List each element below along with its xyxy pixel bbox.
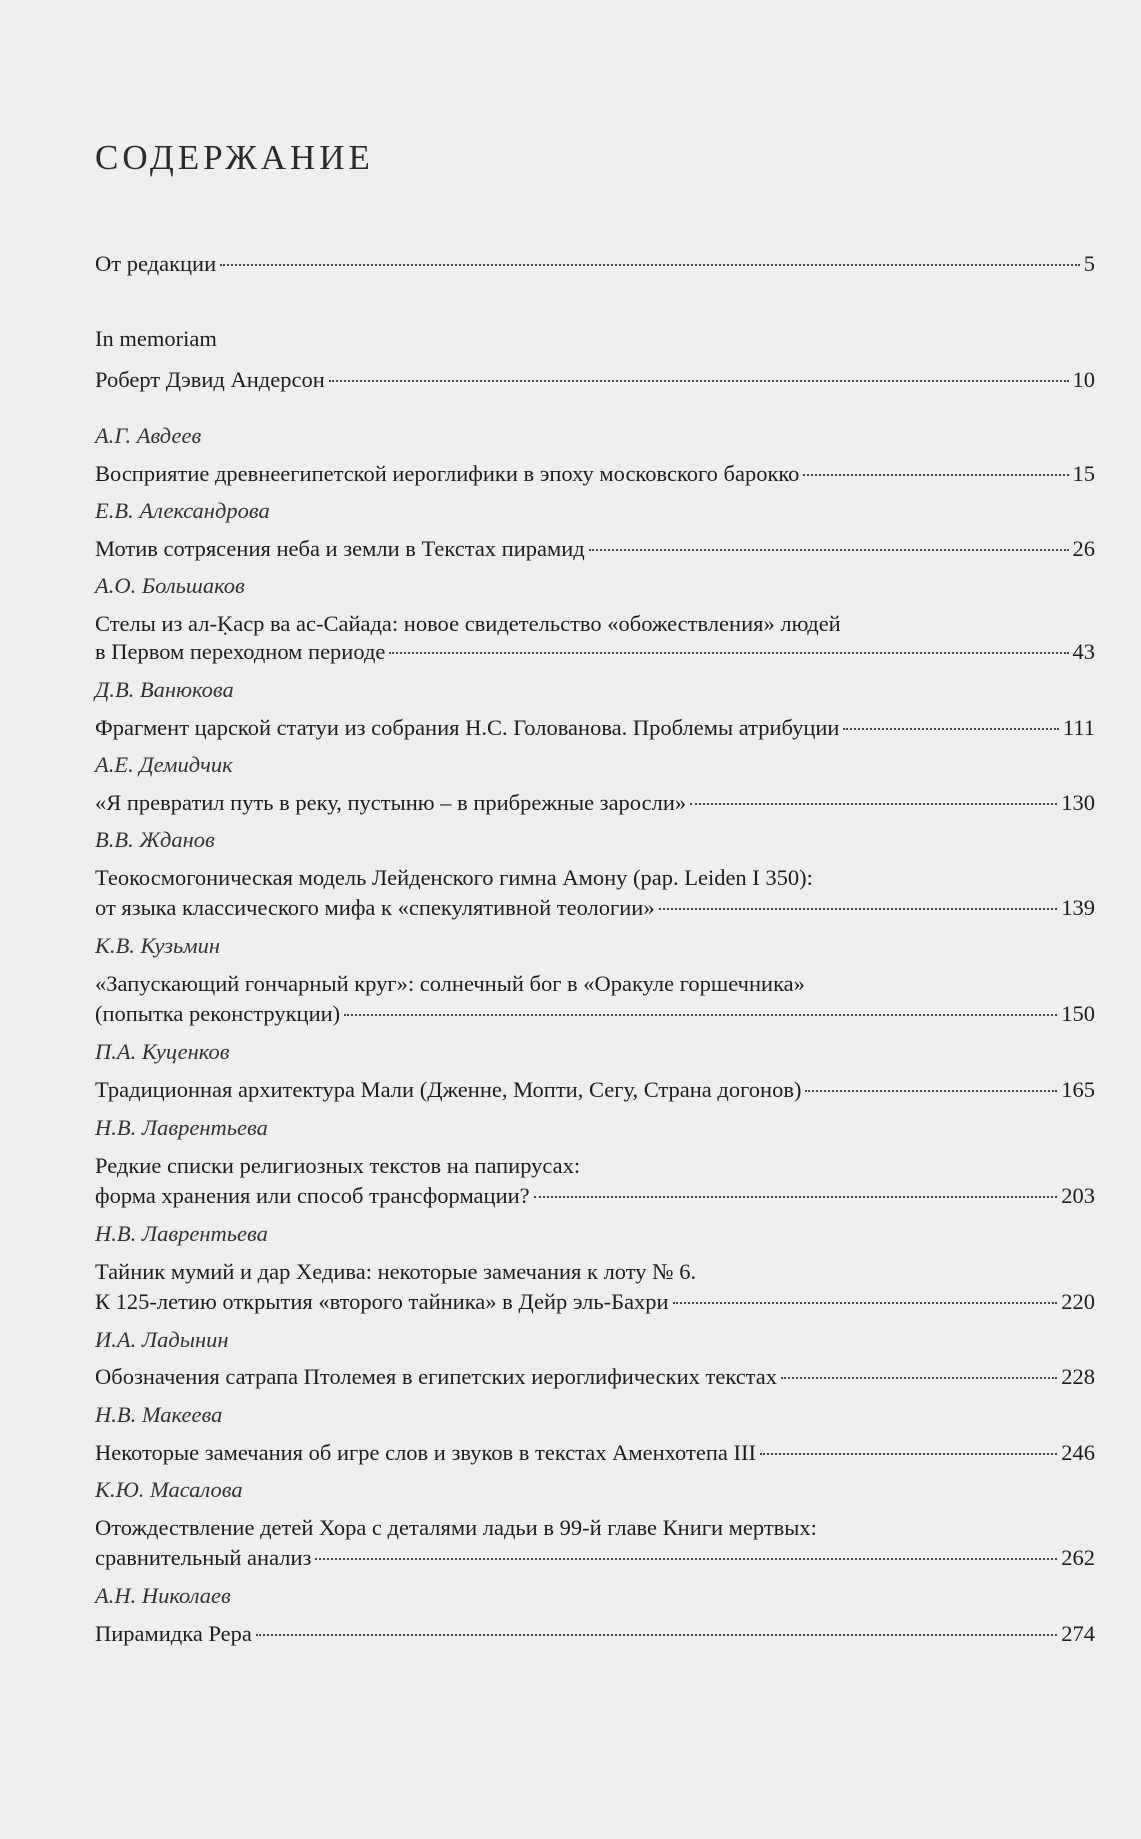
toc-entry-title[interactable]: сравнительный анализ 262: [95, 1543, 1095, 1573]
dot-leader: [760, 1452, 1057, 1455]
author-name: К.Ю. Масалова: [95, 1477, 243, 1502]
toc-entry-title[interactable]: (попытка реконструкции) 150: [95, 999, 1095, 1029]
page-number: 150: [1061, 1001, 1095, 1026]
author-name: П.А. Куценков: [95, 1039, 230, 1064]
author-name: К.В. Кузьмин: [95, 933, 221, 958]
author-name: Н.В. Лаврентьева: [95, 1115, 268, 1140]
toc-entry-title[interactable]: Пирамидка Рера 274: [95, 1619, 1095, 1649]
toc-entry-title[interactable]: от языка классического мифа к «спекулятивной теологии» 139: [95, 893, 1095, 923]
dot-leader: [659, 907, 1058, 910]
toc-entry-title[interactable]: Традиционная архитектура Мали (Дженне, Мопти, Сегу, Страна догонов) 165: [95, 1075, 1095, 1105]
page-number: 262: [1061, 1545, 1095, 1570]
toc-entry-title[interactable]: Некоторые замечания об игре слов и звуков в текстах Аменхотепа III 246: [95, 1438, 1095, 1468]
dot-leader: [389, 651, 1068, 654]
toc-entry-title[interactable]: Мотив сотрясения неба и земли в Текстах пирамид 26: [95, 534, 1095, 564]
author-name: А.Г. Авдеев: [95, 423, 202, 448]
page-number: 111: [1062, 715, 1095, 740]
page-number: 43: [1072, 639, 1095, 664]
dot-leader: [673, 1301, 1058, 1304]
toc-entry-title-line[interactable]: Стелы из ал-Ḳаср ва ас-Сайада: новое свидетельство «обожествления» людей: [95, 611, 841, 636]
toc-entry-title-line[interactable]: Отождествление детей Хора с деталями ладьи в 99-й главе Книги мертвых:: [95, 1515, 817, 1540]
toc-entry-title-line[interactable]: Тайник мумий и дар Хедива: некоторые замечания к лоту № 6.: [95, 1259, 697, 1284]
dot-leader: [534, 1195, 1058, 1198]
author-name: Д.В. Ванюкова: [95, 677, 234, 702]
dot-leader: [220, 263, 1080, 266]
page-number: 165: [1061, 1077, 1095, 1102]
dot-leader: [589, 548, 1069, 551]
page-number: 274: [1061, 1621, 1095, 1646]
dot-leader: [344, 1013, 1057, 1016]
page-number: 15: [1072, 461, 1095, 486]
toc-entry-title-line[interactable]: Редкие списки религиозных текстов на папирусах:: [95, 1153, 581, 1178]
toc-entry-title[interactable]: Восприятие древнеегипетской иероглифики в эпоху московского барокко 15: [95, 459, 1095, 489]
toc-entry-title[interactable]: форма хранения или способ трансформации? 203: [95, 1181, 1095, 1211]
author-name: Н.В. Лаврентьева: [95, 1221, 268, 1246]
toc-entry-title[interactable]: К 125-летию открытия «второго тайника» в Дейр эль-Бахри 220: [95, 1287, 1095, 1317]
author-name: А.Н. Николаев: [95, 1583, 231, 1608]
toc-entry-title[interactable]: «Я превратил путь в реку, пустыню – в прибрежные заросли» 130: [95, 788, 1095, 818]
dot-leader: [256, 1633, 1057, 1636]
page-number: 130: [1061, 790, 1095, 815]
dot-leader: [315, 1557, 1057, 1560]
toc-entry-title-line[interactable]: Теокосмогоническая модель Лейденского гимна Амону (pap. Leiden I 350):: [95, 865, 813, 890]
dot-leader: [843, 727, 1058, 730]
author-name: А.Е. Демидчик: [95, 752, 233, 777]
page-number: 139: [1061, 895, 1095, 920]
dot-leader: [690, 802, 1057, 805]
toc-entry-title[interactable]: Фрагмент царской статуи из собрания Н.С. Голованова. Проблемы атрибуции 111: [95, 713, 1095, 743]
dot-leader: [805, 1089, 1057, 1092]
page-number: 26: [1072, 536, 1095, 561]
page-number: 5: [1083, 251, 1095, 276]
toc-entry-title[interactable]: Обозначения сатрапа Птолемея в египетских иероглифических текстах 228: [95, 1362, 1095, 1392]
dot-leader: [803, 473, 1068, 476]
page-number: 220: [1061, 1289, 1095, 1314]
page-number: 10: [1072, 367, 1095, 392]
author-name: Н.В. Макеева: [95, 1402, 223, 1427]
dot-leader: [329, 379, 1069, 382]
section-heading: In memoriam: [95, 326, 217, 351]
toc-entry-title[interactable]: От редакции 5: [95, 249, 1095, 279]
page-title: СОДЕРЖАНИЕ: [95, 138, 374, 177]
toc-entry-title[interactable]: в Первом переходном периоде 43: [95, 637, 1095, 667]
author-name: А.О. Большаков: [95, 573, 245, 598]
toc-entry-title-line[interactable]: «Запускающий гончарный круг»: солнечный бог в «Оракуле горшечника»: [95, 971, 805, 996]
page-number: 203: [1061, 1183, 1095, 1208]
dot-leader: [781, 1376, 1057, 1379]
toc-entry-title[interactable]: Роберт Дэвид Андерсон 10: [95, 365, 1095, 395]
author-name: Е.В. Александрова: [95, 498, 270, 523]
author-name: В.В. Жданов: [95, 827, 215, 852]
page-number: 246: [1061, 1440, 1095, 1465]
author-name: И.А. Ладынин: [95, 1327, 229, 1352]
page-number: 228: [1061, 1364, 1095, 1389]
